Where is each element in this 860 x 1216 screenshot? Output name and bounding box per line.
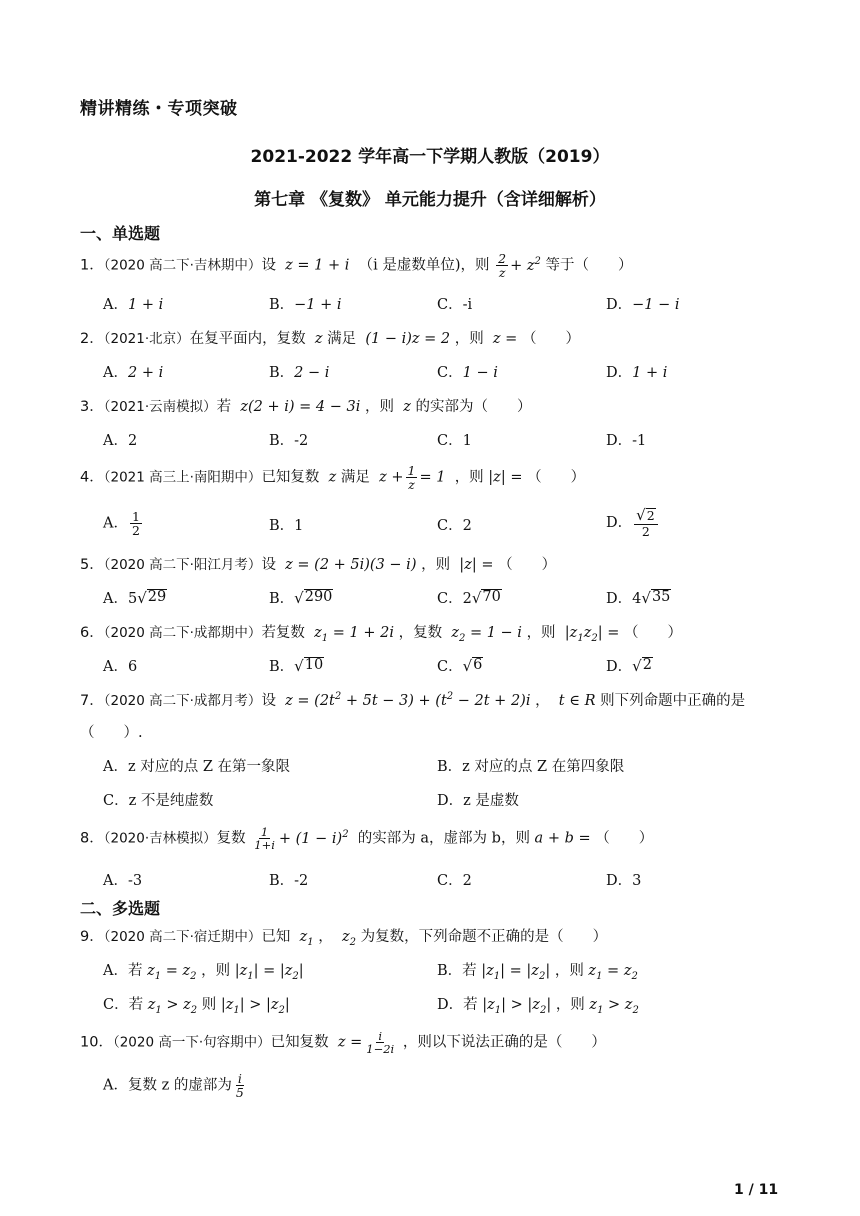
question-8: 8．（2020·吉林模拟）复数 $\frac{1}{1+i}$ + $(1 - i)^2$ 的实部为 a，虚部为 b，则 a + b = （ ）: [80, 825, 654, 853]
option-7d[interactable]: D．z 是虚数: [437, 793, 519, 809]
question-4: 4．（2021 高三上·南阳期中）已知复数 z 满足 z + $\frac{1}{z}$ = 1 ，则 |z| = （ ）: [80, 463, 586, 493]
document-subtitle: 第七章 《复数》 单元能力提升（含详细解析）: [254, 190, 606, 210]
section-single-choice: 一、单选题: [80, 224, 161, 243]
option-9d[interactable]: D．若 $|z_1| > |z_2|$ ，则 $z_1 > z_2$: [437, 997, 639, 1016]
option-10a[interactable]: A．复数 z 的虚部为 $\frac{i}{5}$: [103, 1071, 244, 1101]
option-8d[interactable]: D．3: [606, 873, 642, 889]
option-2b[interactable]: B．2 − i: [269, 365, 330, 381]
option-1c[interactable]: C．-i: [437, 297, 473, 313]
question-6: 6．（2020 高二下·成都期中）若复数 $z_1 = 1 + 2i$ ，复数 $z_2 = 1 - i$ ，则 $|z_1z_2|$ = （ ）: [80, 625, 682, 644]
option-2d[interactable]: D．1 + i: [606, 365, 668, 381]
option-4b[interactable]: B．1: [269, 518, 304, 534]
option-3a[interactable]: A．2: [103, 433, 138, 449]
option-4c[interactable]: C．2: [437, 518, 472, 534]
question-3: 3．（2021·云南模拟）若 z(2 + i) = 4 − 3i ，则 z 的实部为（ ）: [80, 399, 532, 415]
option-6b[interactable]: B． √ 10: [269, 657, 324, 675]
option-9b[interactable]: B．若 $|z_1| = |z_2|$ ，则 $z_1 = z_2$: [437, 963, 638, 982]
option-7c[interactable]: C．z 不是纯虚数: [103, 793, 214, 809]
option-2c[interactable]: C．1 − i: [437, 365, 498, 381]
option-4a[interactable]: A． $\frac{1}{2}$: [103, 509, 140, 539]
section-multiple-choice: 二、多选题: [80, 899, 161, 918]
question-7-cont: （ ）.: [80, 725, 143, 741]
option-6d[interactable]: D． √ 2: [606, 657, 652, 675]
option-3c[interactable]: C．1: [437, 433, 472, 449]
option-2a[interactable]: A．2 + i: [103, 365, 164, 381]
question-10: 10．（2020 高一下·句容期中）已知复数 z = $\frac{i}{1-2i}$ ，则以下说法正确的是（ ）: [80, 1029, 606, 1057]
question-2: 2．（2021·北京）在复平面内，复数 z 满足 (1 − i)z = 2 ，则 z = （ ）: [80, 331, 580, 347]
option-6a[interactable]: A．6: [103, 659, 138, 675]
option-8a[interactable]: A．-3: [103, 873, 143, 889]
option-5b[interactable]: B． √ 290: [269, 589, 333, 607]
option-5c[interactable]: C．2 √ 70: [437, 589, 501, 607]
document-title: 2021-2022 学年高一下学期人教版（2019）: [250, 147, 610, 167]
option-9c[interactable]: C．若 $z_1 > z_2$ 则 $|z_1| > |z_2|$: [103, 997, 290, 1016]
option-6c[interactable]: C． √ 6: [437, 657, 483, 675]
option-9a[interactable]: A．若 $z_1 = z_2$ ，则 $|z_1| = |z_2|$: [103, 963, 304, 982]
option-7b[interactable]: B．z 对应的点 Z 在第四象限: [437, 759, 625, 775]
question-1: 1．（2020 高二下·吉林期中）设 z = 1 + i （i 是虚数单位)，则 $\frac{2}{z}$ + $z^2$ 等于（ ）: [80, 251, 633, 281]
option-8c[interactable]: C．2: [437, 873, 472, 889]
question-7: 7．（2020 高二下·成都月考）设 $z = (2t^2 + 5t - 3) + (t^2 - 2t + 2)i$ ， t ∈ R 则下列命题中正确的是: [80, 691, 746, 709]
question-9: 9．（2020 高二下·宿迁期中）已知 $z_1$ ， $z_2$ 为复数，下列命题不正确的是（ ）: [80, 929, 608, 948]
option-7a[interactable]: A．z 对应的点 Z 在第一象限: [103, 759, 291, 775]
option-5a[interactable]: A．5 √ 29: [103, 589, 167, 607]
series-title: 精讲精练・专项突破: [80, 99, 238, 119]
option-5d[interactable]: D．4 √ 35: [606, 589, 671, 607]
option-3b[interactable]: B．-2: [269, 433, 309, 449]
option-3d[interactable]: D．-1: [606, 433, 647, 449]
option-1b[interactable]: B．−1 + i: [269, 297, 342, 313]
option-1d[interactable]: D．−1 − i: [606, 297, 680, 313]
option-4d[interactable]: D． √ 2 2: [606, 508, 660, 538]
option-1a[interactable]: A．1 + i: [103, 297, 164, 313]
option-8b[interactable]: B．-2: [269, 873, 309, 889]
question-5: 5．（2020 高二下·阳江月考）设 z = (2 + 5i)(3 − i) ，则 |z| = （ ）: [80, 557, 557, 573]
page-number: 1 / 11: [734, 1182, 779, 1198]
